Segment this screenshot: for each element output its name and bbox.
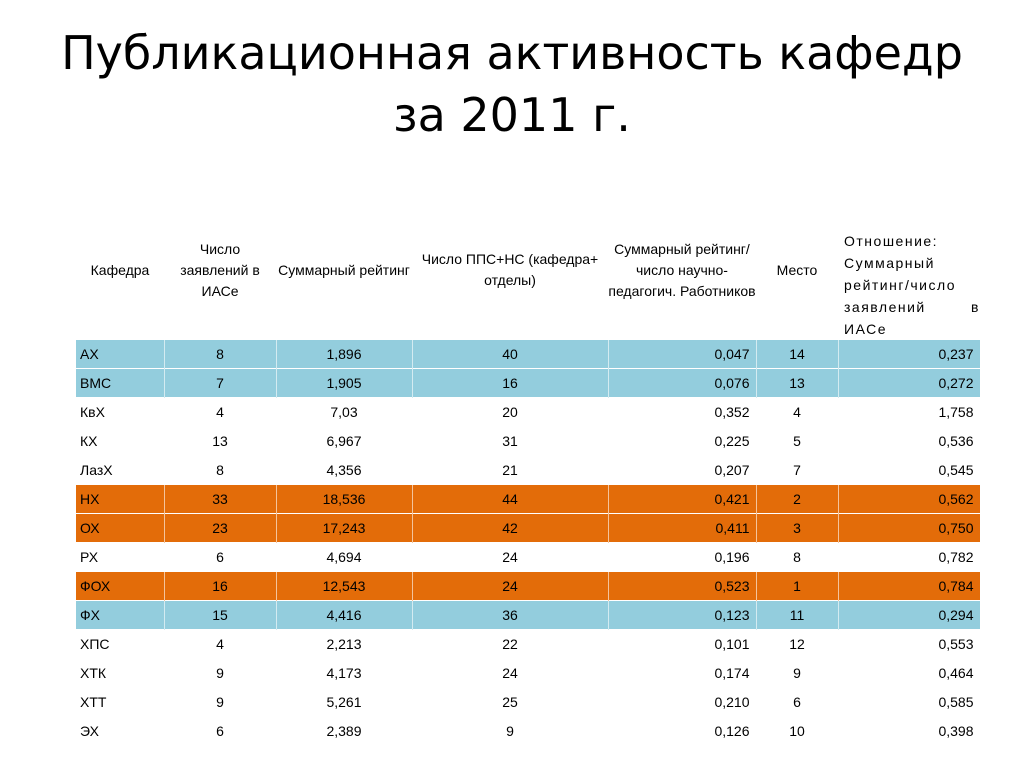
cell-applications-count: 6	[164, 543, 276, 572]
header-rating-per-staff: Суммарный рейтинг/число научно-педагогич. Работников	[608, 240, 756, 299]
cell-department: КХ	[76, 427, 164, 456]
cell-place: 11	[756, 601, 838, 630]
cell-applications-count: 7	[164, 369, 276, 398]
header-applications-count: Число заявлений в ИАСе	[180, 240, 260, 299]
table-row	[76, 398, 980, 427]
cell-department: ХПС	[76, 630, 164, 659]
cell-rating-per-staff: 0,047	[608, 340, 756, 369]
table-row	[76, 543, 980, 572]
cell-staff-count: 9	[412, 717, 608, 746]
cell-rating-per-staff: 0,101	[608, 630, 756, 659]
table-row	[76, 485, 980, 514]
cell-place: 4	[756, 398, 838, 427]
cell-rating-per-application: 0,784	[838, 572, 980, 601]
cell-staff-count: 31	[412, 427, 608, 456]
cell-rating-per-application: 0,782	[838, 543, 980, 572]
header-rating-per-application: Отношение: Суммарный рейтинг/число заявлений в ИАСе	[844, 233, 980, 337]
cell-department: ФХ	[76, 601, 164, 630]
cell-staff-count: 21	[412, 456, 608, 485]
cell-rating-per-staff: 0,523	[608, 572, 756, 601]
cell-applications-count: 4	[164, 398, 276, 427]
cell-applications-count: 4	[164, 630, 276, 659]
cell-rating-per-application: 0,294	[838, 601, 980, 630]
cell-applications-count: 8	[164, 340, 276, 369]
cell-rating-per-staff: 0,421	[608, 485, 756, 514]
cell-place: 3	[756, 514, 838, 543]
cell-rating-per-staff: 0,352	[608, 398, 756, 427]
header-staff-count: Число ППС+НС (кафедра+ отделы)	[421, 251, 599, 288]
table-row	[76, 514, 980, 543]
cell-place: 8	[756, 543, 838, 572]
cell-department: АХ	[76, 340, 164, 369]
cell-applications-count: 6	[164, 717, 276, 746]
cell-applications-count: 33	[164, 485, 276, 514]
cell-place: 10	[756, 717, 838, 746]
cell-staff-count: 44	[412, 485, 608, 514]
cell-department: ФОХ	[76, 572, 164, 601]
department-activity-table	[76, 200, 981, 746]
cell-department: ЭХ	[76, 717, 164, 746]
cell-department: НХ	[76, 485, 164, 514]
cell-applications-count: 15	[164, 601, 276, 630]
cell-staff-count: 25	[412, 688, 608, 717]
cell-applications-count: 8	[164, 456, 276, 485]
cell-staff-count: 24	[412, 659, 608, 688]
cell-place: 7	[756, 456, 838, 485]
cell-rating-per-staff: 0,174	[608, 659, 756, 688]
cell-rating-per-application: 0,464	[838, 659, 980, 688]
cell-department: РХ	[76, 543, 164, 572]
header-place: Место	[776, 261, 818, 278]
cell-rating-per-staff: 0,411	[608, 514, 756, 543]
cell-rating-per-application: 0,536	[838, 427, 980, 456]
cell-place: 2	[756, 485, 838, 514]
cell-place: 9	[756, 659, 838, 688]
cell-total-rating: 18,536	[276, 485, 412, 514]
cell-staff-count: 22	[412, 630, 608, 659]
cell-applications-count: 23	[164, 514, 276, 543]
cell-total-rating: 4,416	[276, 601, 412, 630]
cell-applications-count: 13	[164, 427, 276, 456]
cell-total-rating: 4,694	[276, 543, 412, 572]
cell-staff-count: 42	[412, 514, 608, 543]
cell-department: ВМС	[76, 369, 164, 398]
table-row	[76, 572, 980, 601]
cell-department: ХТТ	[76, 688, 164, 717]
cell-total-rating: 6,967	[276, 427, 412, 456]
cell-total-rating: 4,173	[276, 659, 412, 688]
table-row	[76, 659, 980, 688]
page-title-line-1: Публикационная активность кафедр	[61, 26, 963, 80]
table-row	[76, 688, 980, 717]
page-title-line-2: за 2011 г.	[393, 88, 631, 142]
cell-total-rating: 17,243	[276, 514, 412, 543]
cell-department: ОХ	[76, 514, 164, 543]
cell-rating-per-staff: 0,207	[608, 456, 756, 485]
cell-rating-per-staff: 0,123	[608, 601, 756, 630]
cell-staff-count: 16	[412, 369, 608, 398]
table-row	[76, 369, 980, 398]
table-row	[76, 717, 980, 746]
cell-place: 14	[756, 340, 838, 369]
cell-total-rating: 2,389	[276, 717, 412, 746]
cell-rating-per-application: 0,553	[838, 630, 980, 659]
cell-staff-count: 20	[412, 398, 608, 427]
table-header-row	[76, 200, 980, 340]
table-row	[76, 427, 980, 456]
cell-total-rating: 2,213	[276, 630, 412, 659]
cell-staff-count: 24	[412, 543, 608, 572]
cell-place: 12	[756, 630, 838, 659]
cell-rating-per-application: 0,237	[838, 340, 980, 369]
table-row	[76, 630, 980, 659]
cell-rating-per-staff: 0,076	[608, 369, 756, 398]
cell-department: ХТК	[76, 659, 164, 688]
cell-staff-count: 40	[412, 340, 608, 369]
header-department: Кафедра	[90, 261, 150, 278]
cell-total-rating: 1,905	[276, 369, 412, 398]
header-total-rating: Суммарный рейтинг	[278, 261, 410, 278]
table-row	[76, 340, 980, 369]
cell-staff-count: 24	[412, 572, 608, 601]
cell-department: КвХ	[76, 398, 164, 427]
cell-rating-per-application: 1,758	[838, 398, 980, 427]
table-row	[76, 456, 980, 485]
cell-staff-count: 36	[412, 601, 608, 630]
cell-applications-count: 16	[164, 572, 276, 601]
cell-rating-per-application: 0,585	[838, 688, 980, 717]
table-row	[76, 601, 980, 630]
cell-applications-count: 9	[164, 659, 276, 688]
cell-department: ЛазХ	[76, 456, 164, 485]
cell-rating-per-application: 0,562	[838, 485, 980, 514]
cell-place: 6	[756, 688, 838, 717]
cell-rating-per-staff: 0,196	[608, 543, 756, 572]
cell-rating-per-application: 0,272	[838, 369, 980, 398]
cell-rating-per-application: 0,750	[838, 514, 980, 543]
cell-rating-per-application: 0,545	[838, 456, 980, 485]
cell-total-rating: 7,03	[276, 398, 412, 427]
cell-rating-per-staff: 0,126	[608, 717, 756, 746]
cell-total-rating: 5,261	[276, 688, 412, 717]
cell-place: 1	[756, 572, 838, 601]
table-body	[76, 340, 980, 746]
cell-total-rating: 12,543	[276, 572, 412, 601]
cell-total-rating: 4,356	[276, 456, 412, 485]
cell-applications-count: 9	[164, 688, 276, 717]
cell-rating-per-staff: 0,210	[608, 688, 756, 717]
page-title	[0, 22, 1024, 146]
cell-rating-per-application: 0,398	[838, 717, 980, 746]
cell-total-rating: 1,896	[276, 340, 412, 369]
cell-place: 5	[756, 427, 838, 456]
cell-rating-per-staff: 0,225	[608, 427, 756, 456]
cell-place: 13	[756, 369, 838, 398]
